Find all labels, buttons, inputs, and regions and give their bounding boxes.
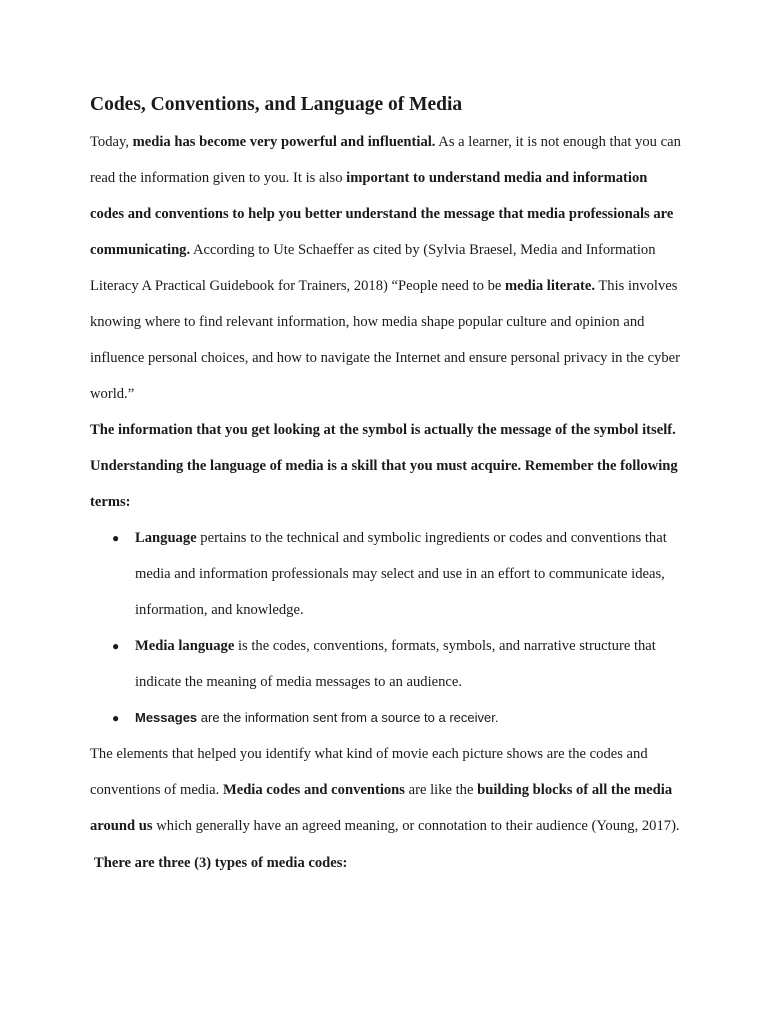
codes-text-1: The elements that helped you identify what kind of movie each picture shows are the codes and conventions of media. bbox=[90, 746, 648, 798]
intro-text-4: This involves knowing where to find relevant information, how media shape popular culture and opinion and influence personal choices, and how to navigate the Internet and ensure personal privacy in the cyber world.” bbox=[90, 278, 681, 402]
terms-list bbox=[90, 520, 682, 736]
definition-language: pertains to the technical and symbolic ingredients or codes and conventions that media and information professionals may select and use in an effort to communicate ideas, information, and knowledge. bbox=[135, 530, 667, 618]
term-language: Language bbox=[135, 530, 197, 546]
bullet-icon: ● bbox=[112, 711, 120, 725]
types-heading bbox=[90, 845, 682, 881]
codes-paragraph bbox=[90, 736, 682, 844]
term-messages: Messages bbox=[135, 710, 198, 725]
intro-bold-2: important to understand media and information codes and conventions to help you better understand the message that media professionals are communicating. bbox=[90, 170, 674, 258]
bullet-icon: ● bbox=[112, 639, 120, 653]
intro-paragraph bbox=[90, 124, 682, 412]
list-item-messages bbox=[90, 700, 682, 736]
codes-bold-1: Media codes and conventions bbox=[222, 782, 405, 798]
document-title: Codes, Conventions, and Language of Media bbox=[90, 94, 463, 115]
definition-messages: are the information sent from a source to a receiver. bbox=[197, 710, 499, 725]
intro-bold-1: media has become very powerful and influential. bbox=[132, 134, 436, 150]
symbol-paragraph bbox=[90, 412, 682, 520]
list-item-language bbox=[90, 520, 682, 628]
intro-text-2: As a learner, it is not enough that you can read the information given to you. It is also bbox=[90, 134, 681, 186]
codes-text-3: which generally have an agreed meaning, or connotation to their audience (Young, 2017). bbox=[152, 818, 680, 834]
definition-media-language: is the codes, conventions, formats, symbols, and narrative structure that indicate the meaning of media messages to an audience. bbox=[135, 638, 656, 690]
intro-text-1: Today, bbox=[90, 134, 133, 150]
codes-bold-2: building blocks of all the media around us bbox=[90, 782, 673, 834]
intro-bold-3: media literate. bbox=[505, 278, 595, 294]
bullet-icon: ● bbox=[112, 531, 120, 545]
intro-text-3: According to Ute Schaeffer as cited by (Sylvia Braesel, Media and Information Literacy A Practical Guidebook for Trainers, 2018) “People need to be bbox=[90, 242, 656, 294]
term-media-language: Media language bbox=[135, 638, 235, 654]
types-heading-text: There are three (3) types of media codes: bbox=[94, 855, 348, 871]
list-item-media-language bbox=[90, 628, 682, 700]
codes-text-2: are like the bbox=[404, 782, 478, 798]
symbol-paragraph-text: The information that you get looking at the symbol is actually the message of the symbol itself. Understanding the language of media is a skill that you must acquire. Remember the following terms: bbox=[90, 422, 678, 510]
